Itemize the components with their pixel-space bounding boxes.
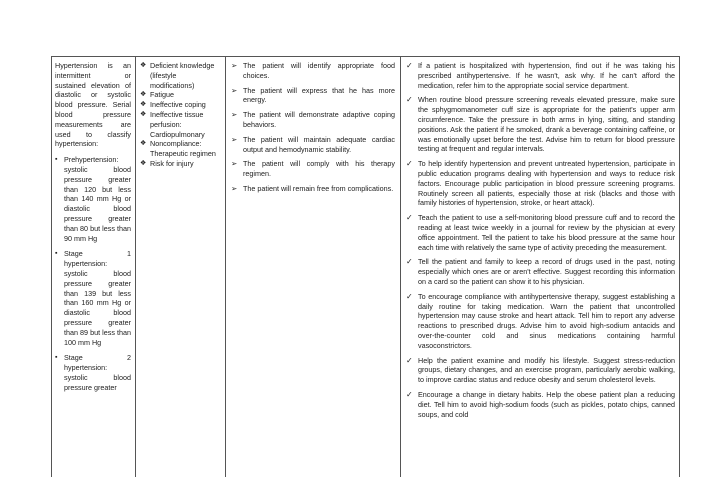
diagnosis-item: ❖ Noncompliance: Therapeutic regimen	[140, 139, 222, 159]
definition-column	[52, 57, 136, 477]
interventions-column	[401, 57, 679, 477]
stage-label: Prehypertension:	[64, 155, 119, 165]
care-plan-table	[51, 56, 680, 477]
intervention-item: ✓ Help the patient examine and modify his lifestyle. Suggest stress-reduction groups, dietary changes, and an exercise program, particularly aerobic walking, to improve cardiac status and reduce obesity and serum cholesterol levels.	[406, 356, 675, 385]
diagnosis-item: ❖ Ineffective coping	[140, 100, 222, 110]
stage-text: systolic blood pressure greater than 120 but less than 140 mm Hg or diastolic blood pressure greater than 80 but less than 90 mm Hg	[64, 164, 131, 243]
stage-text: systolic blood pressure greater than 139 but less than 160 mm Hg or diastolic blood pressure greater than 89 but less than 100 mm Hg	[64, 268, 131, 347]
stage-label: Stage 1 hypertension:	[64, 249, 131, 269]
intervention-item: ✓ Tell the patient and family to keep a record of drugs used in the past, noting especially which ones are or aren't effective. Suggest recording this information on a card so the patient can show it to his physician.	[406, 257, 675, 286]
outcome-item: ➢ The patient will remain free from complications.	[231, 184, 395, 194]
diagnosis-list	[140, 61, 222, 169]
diagnosis-item: ❖ Ineffective tissue perfusion: Cardiopulmonary	[140, 110, 222, 139]
diagnosis-item: ❖ Risk for injury	[140, 159, 222, 169]
diagnosis-item: ❖ Fatigue	[140, 90, 222, 100]
intervention-item: ✓ To encourage compliance with antihypertensive therapy, suggest establishing a daily routine for taking medication. Warn the patient that uncontrolled hypertension may cause stroke and heart attack. Tell him to report any adverse reactions to prescribed drugs. Advise him to avoid high-sodium antacids and over-the-counter cold and sinus medications containing harmful vasoconstrictors.	[406, 292, 675, 351]
intervention-item: ✓ Teach the patient to use a self-monitoring blood pressure cuff and to record the reading at least twice weekly in a journal for review by the physician at every office appointment. Tell the patient to take his blood pressure at the same hour each time with relatively the same type of activity preceding the measurement.	[406, 213, 675, 252]
stage-item	[55, 155, 131, 243]
outcome-item: ➢ The patient will demonstrate adaptive coping behaviors.	[231, 110, 395, 130]
outcome-item: ➢ The patient will express that he has more energy.	[231, 86, 395, 106]
intervention-item: ✓ Encourage a change in dietary habits. Help the obese patient plan a reducing diet. Tell him to avoid high-sodium foods (such as pickles, potato chips, canned soups, and cold	[406, 390, 675, 419]
outcome-item: ➢ The patient will identify appropriate food choices.	[231, 61, 395, 81]
stage-item	[55, 249, 131, 347]
intervention-item: ✓ To help identify hypertension and prevent untreated hypertension, participate in public education programs dealing with hypertension and ways to reduce risk factors. Encourage public participation in blood pressure screening programs. Routinely screen all patients, especially those at risk (blacks and those with family histories of hypertension, stroke, or heart attack).	[406, 159, 675, 208]
intervention-list	[406, 61, 675, 419]
outcome-list	[231, 61, 395, 194]
stage-list	[55, 155, 131, 392]
outcome-item: ➢ The patient will maintain adequate cardiac output and hemodynamic stability.	[231, 135, 395, 155]
definition-text: Hypertension is an intermittent or sustained elevation of diastolic or systolic blood pressure. Serial blood pressure measurements are used to classify hypertension:	[55, 61, 131, 149]
stage-item	[55, 353, 131, 392]
intervention-item: ✓ If a patient is hospitalized with hypertension, find out if he was taking his prescribed antihypertensive. If he wasn't, ask why. If he can't afford the medication, refer him to the appropriate social service department.	[406, 61, 675, 90]
stage-label: Stage 2 hypertension:	[64, 353, 131, 373]
intervention-item: ✓ When routine blood pressure screening reveals elevated pressure, make sure the sphygmomanometer cuff size is appropriate for the patient's upper arm circumference. Take the pressure in both arms in lying, sitting, and standing positions. Ask the patient if he smoked, drank a beverage containing caffeine, or was emotionally upset before the test. Advise him to return for blood pressure testing at frequent and regular intervals.	[406, 95, 675, 154]
diagnosis-item: ❖ Deficient knowledge (lifestyle modifications)	[140, 61, 222, 90]
outcome-item: ➢ The patient will comply with his therapy regimen.	[231, 159, 395, 179]
nursing-diagnosis-column	[136, 57, 226, 477]
outcomes-column	[226, 57, 401, 477]
stage-text: systolic blood pressure greater	[64, 372, 131, 392]
